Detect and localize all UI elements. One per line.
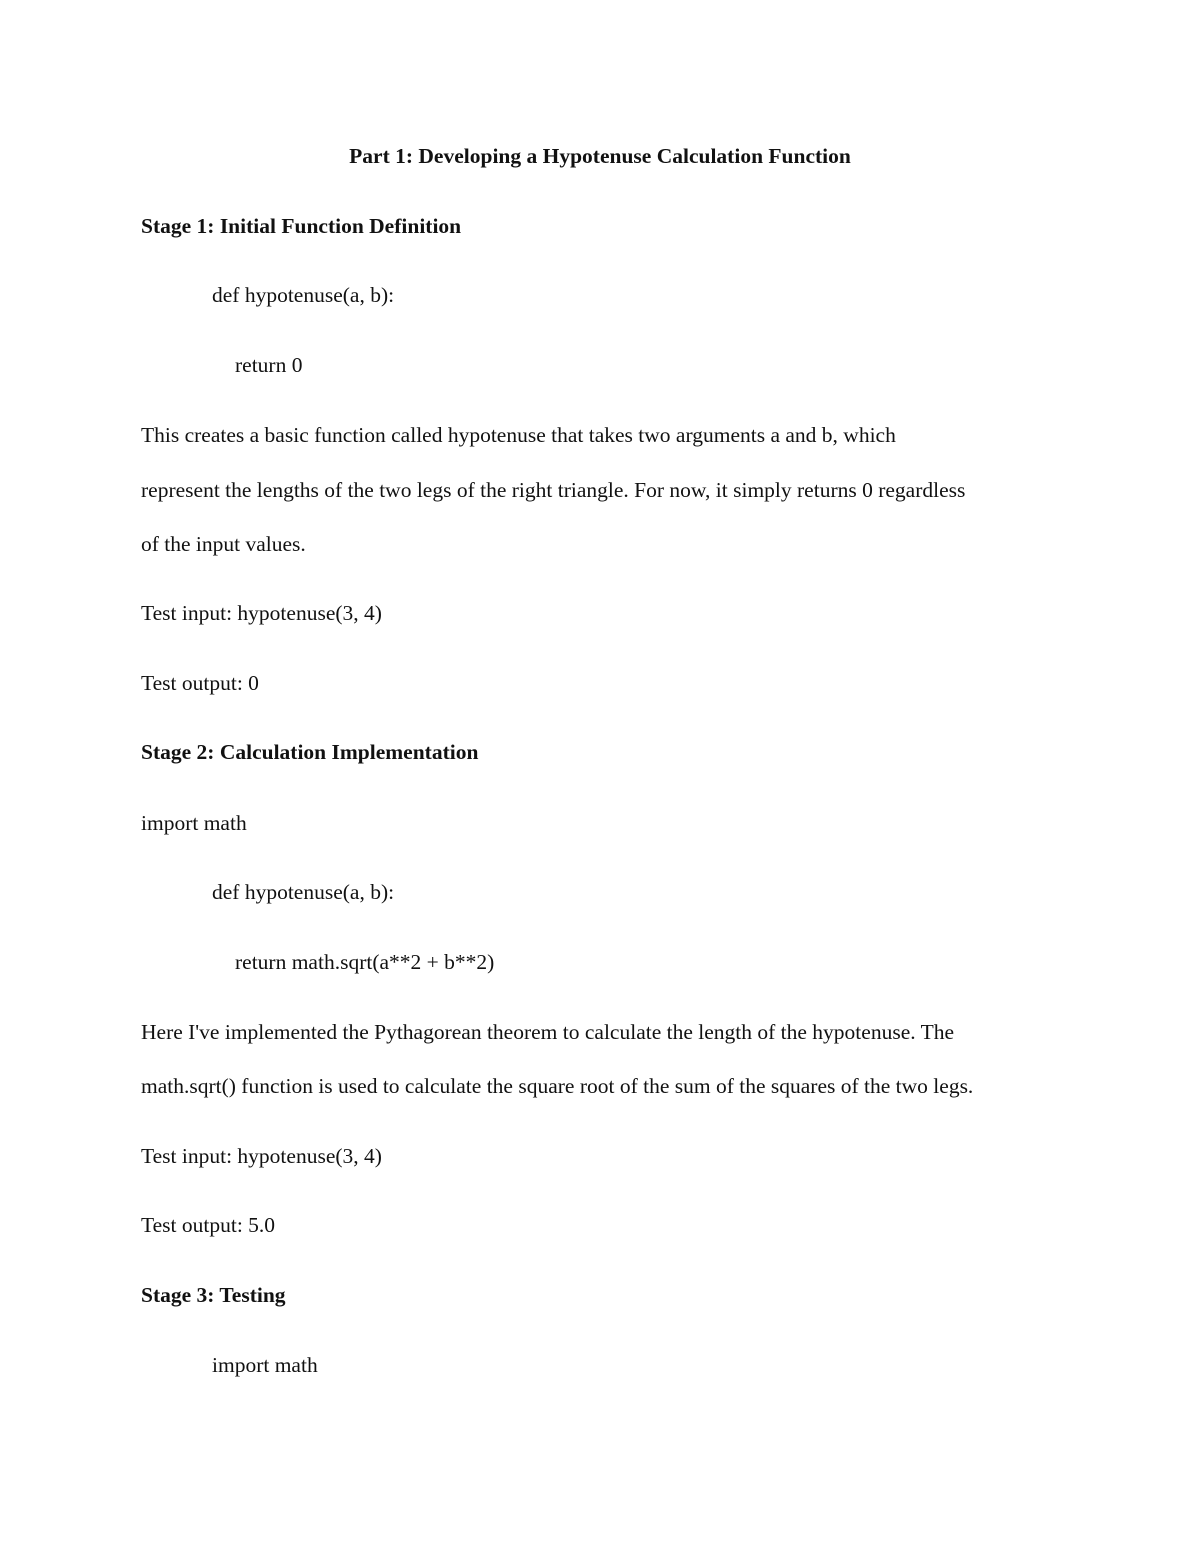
stage3-code-line-1: import math — [212, 1353, 318, 1377]
stage2-test-output: Test output: 5.0 — [141, 1213, 276, 1237]
stage2-code-line-1: def hypotenuse(a, b): — [212, 880, 395, 904]
stage1-paragraph-line-1: This creates a basic function called hypotenuse that takes two arguments a and b, which — [141, 423, 896, 447]
stage1-code-line-2: return 0 — [235, 353, 303, 377]
stage1-heading: Stage 1: Initial Function Definition — [141, 214, 462, 238]
stage2-code-line-2: return math.sqrt(a**2 + b**2) — [235, 950, 495, 974]
stage3-heading: Stage 3: Testing — [141, 1283, 286, 1307]
stage1-paragraph-line-2: represent the lengths of the two legs of the right triangle. For now, it simply returns 0 regardless — [141, 478, 966, 502]
stage2-paragraph-line-2: math.sqrt() function is used to calculate the square root of the sum of the squares of the two legs. — [141, 1074, 974, 1098]
stage2-import-line: import math — [141, 811, 247, 835]
stage1-paragraph-line-3: of the input values. — [141, 532, 306, 556]
page-title: Part 1: Developing a Hypotenuse Calculation Function — [349, 144, 851, 168]
stage1-test-input: Test input: hypotenuse(3, 4) — [141, 601, 382, 625]
stage2-test-input: Test input: hypotenuse(3, 4) — [141, 1144, 382, 1168]
stage2-paragraph-line-1: Here I've implemented the Pythagorean theorem to calculate the length of the hypotenuse. The — [141, 1020, 955, 1044]
stage1-test-output: Test output: 0 — [141, 671, 259, 695]
stage1-code-line-1: def hypotenuse(a, b): — [212, 283, 395, 307]
stage2-heading: Stage 2: Calculation Implementation — [141, 740, 479, 764]
